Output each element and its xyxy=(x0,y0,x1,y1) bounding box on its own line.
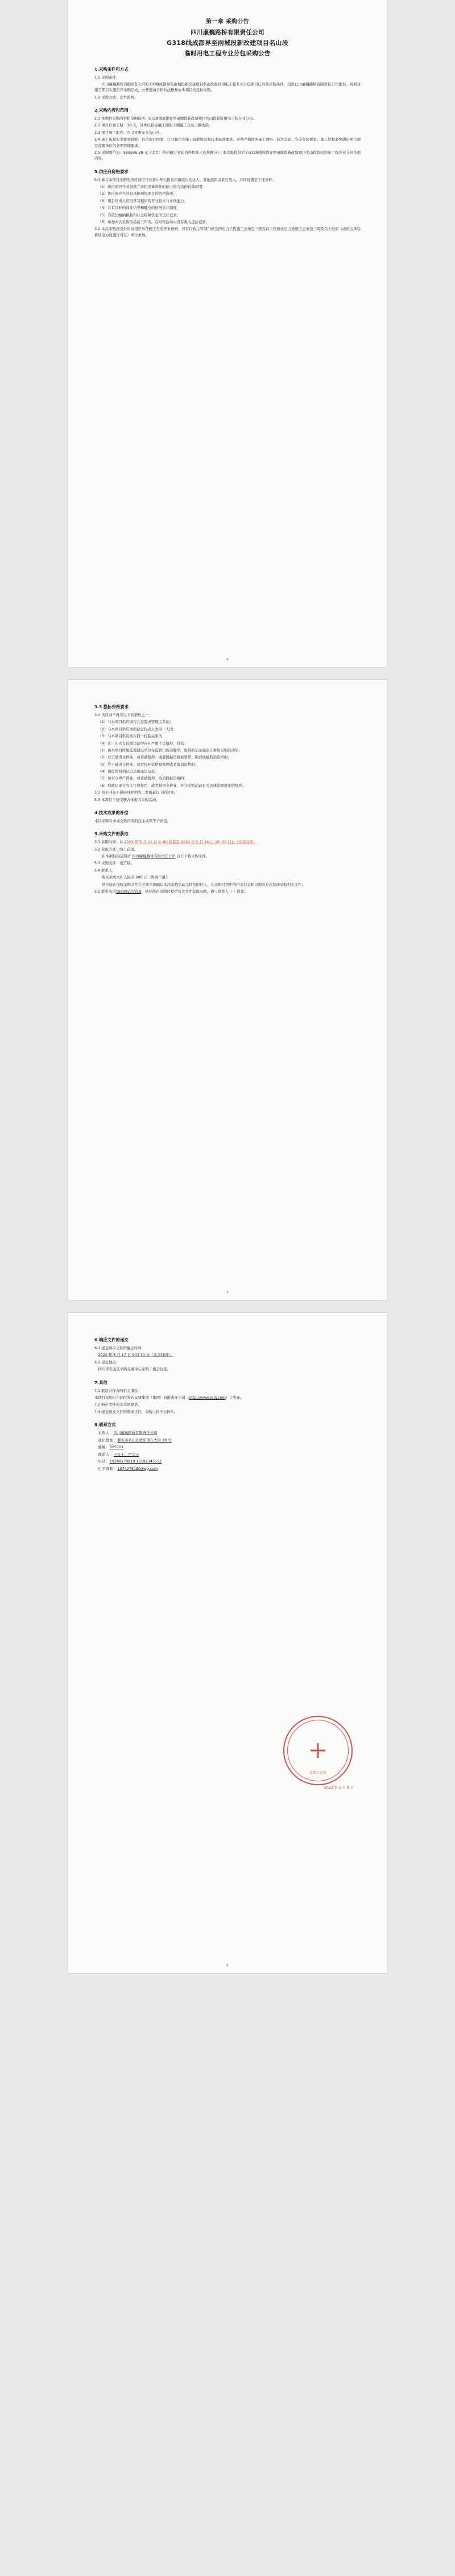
section-3-item-3: （3）项目负责人应当具有相应的专业技术与业绩能力； xyxy=(98,198,188,203)
section-2-paragraph-2: 2.2 项目计划工期：30 天，具体以招标确工期的工期施工日历天数为准。 xyxy=(94,123,213,128)
seal-date: 2022 年 5 月 9 日 xyxy=(324,1786,354,1790)
page2-paragraph-b: 3.3 本项目不接受联合体报名采购活动。 xyxy=(94,797,160,802)
section-6-paragraph-1: 6.1 递交响应文件的截止时间： xyxy=(94,1346,145,1350)
section-3-item-4: （4）具有良好的商业信誉和健全的财务会计制度； xyxy=(98,206,181,211)
contact-row-address xyxy=(94,1437,361,1444)
section-7-paragraph-2 xyxy=(94,1395,361,1400)
publish-suffix: ）上发布。 xyxy=(225,1395,244,1400)
contact-phone-suffix: ，供应商在采购过程中有关文件获取问题，请与联系人（ ）联系。 xyxy=(141,889,248,894)
section-3-paragraph-1: 3.1 参与本项目采购的供应商应当具备中华人民共和国境内的法人、其他组织或者自然人，并同时满足下述条件； xyxy=(94,177,276,182)
contact-label-phone: 电话： xyxy=(98,1459,110,1464)
section-1-sub-2: 1.2 采购方式：竞争谈判。 xyxy=(94,95,138,100)
contact-row-phone xyxy=(94,1458,361,1465)
contact-phone-number: 18398270819 xyxy=(115,889,142,894)
contact-value-phone: 19398270819 15181345552 xyxy=(109,1459,162,1464)
section-3-item-5: （5）有依法缴纳税收和社会保障资金的良好记录； xyxy=(98,212,181,217)
section-2-paragraph-4: 2.4 施工质量安全要求验收：符合现行国家、行业和企业施工验收规范和技术标准要求，必须严格按照施工图纸、技术交底、安全交底要求，施工过程必须满足项目部及监理单位的各项管理要求。 xyxy=(94,137,361,148)
section-5-paragraph-1 xyxy=(94,839,361,845)
section-2-paragraph-3: 2.3 项目施工地点：四川省雅安市名山区。 xyxy=(94,130,163,135)
page2-item-9: （5）被责令停产停业，或者被暂停、取消投标资格的； xyxy=(98,776,188,781)
section-5-paragraph-4: 5.3 采购文件：电子版。 xyxy=(94,861,134,866)
title-line-2: 四川廉巍路桥有限责任公司 xyxy=(191,28,264,36)
section-heading-8: 8.联系方式 xyxy=(94,1422,116,1427)
page-1 xyxy=(68,0,387,667)
page-title xyxy=(94,17,361,59)
contact-value-postcode: 625701 xyxy=(109,1445,124,1450)
contact-label-address: 通讯地址： xyxy=(98,1437,118,1443)
contact-value-address: 雅安市名山区蒙阳镇东大街 28 号 xyxy=(117,1437,172,1443)
section-5-paragraph-7 xyxy=(94,889,361,894)
获取时间-value: 2022 年 5 月 11 日 9: 00 时起至 2022 年 5 月 16 日 18: 00 时止（北京时间） xyxy=(124,840,257,845)
page2-item-5: （1）被本项目所属监理建设单位在监管门诉出警等，取得的记录确定人参加采购活动的； xyxy=(98,747,242,753)
section-heading-6: 6.响应文件的递交 xyxy=(94,1337,129,1342)
download-prefix: 在本项目指定网站 xyxy=(101,854,132,858)
section-3-item-6: （6）参加本次采购活动前三年内，在经营活动中没有重大违法记录； xyxy=(98,219,210,224)
section-heading-7: 7.其他 xyxy=(94,1379,107,1385)
publish-prefix: 本项目采购公告同时发布交建集团（集团）有限责任公司（ xyxy=(94,1395,189,1400)
section-7-paragraph-4: 7.3 递交递交文件的需求文件、采购人将予以核实。 xyxy=(94,1409,178,1414)
section-3-paragraph-2: 3.2 本次采购接受供应商相应具备施工类的专业资格，具有行政主管部门核发的电力工程施工总承包三级及以上资质或电力设施工总承包三级及以上资质（或相关承装修试电力设施许可证）单位参加。 xyxy=(94,227,361,237)
official-seal-stamp xyxy=(283,1716,353,1785)
page2-item-6: （2）处于被责令停业，或者被暂停、或者投标资格被暂停、取消或被取消资格的； xyxy=(98,755,231,760)
section-heading-3-3: 3.3 投标资格要求 xyxy=(94,704,129,709)
download-site-link[interactable]: 四川廉巍路桥有限责任公司 xyxy=(131,854,176,858)
section-3-item-1: （1）供应商应当具备独立承担民事责任的能力的合法的有效证明； xyxy=(98,184,206,189)
page2-item-3: （3）与本项目供应商在同一控制关系的； xyxy=(98,734,166,739)
contact-block xyxy=(94,1430,361,1472)
page2-item-4: （4）近三年内有较重违法中存在严重不良情形，包括： xyxy=(98,741,188,746)
page-3 xyxy=(68,1313,387,1973)
title-line-1: 第一章 采购公告 xyxy=(206,19,249,25)
section-1-sub-1: 1.1 采购条件 xyxy=(94,75,116,80)
section-5-paragraph-6: 供应商在接收采购文件后必须立即确认本次采购活动文件及附件人，在采购过程中的相关信息和以现有方式发送采购相关文件； xyxy=(101,882,305,887)
section-6-location: 四川省名山区采购交易中心采购二楼会议室。 xyxy=(98,1367,171,1372)
contact-label-email: 电子邮箱： xyxy=(98,1466,118,1471)
contact-label-person: 联系人： xyxy=(98,1452,114,1457)
page-number-2: 5 xyxy=(226,1291,229,1295)
contact-row-purchaser xyxy=(94,1430,361,1437)
contact-row-postcode xyxy=(94,1444,361,1451)
section-5-paragraph-5b: 购买采购文件人民币 200 元（售后不退）。 xyxy=(101,875,171,880)
contact-label-postcode: 邮编： xyxy=(98,1445,110,1450)
submission-deadline: 2022 年 5 月 17 日 9 时 30 分（北京时间）。 xyxy=(98,1353,173,1358)
contact-row-person xyxy=(94,1452,361,1458)
section-5-paragraph-2: 5.2 获取方式：网上获取。 xyxy=(94,847,138,852)
contact-row-email xyxy=(94,1466,361,1473)
section-3-item-2: （2）供应商应当具有承担现场项目的资格资质； xyxy=(98,191,177,196)
section-2-paragraph-5: 2.5 采购限价为：580636.38 元（大写：伍拾捌万零陆佰叁拾陆元叁角捌分）；本次报价包括了G318线成都界至雨城段新改建项目名山段临时用电工程专业分包全部内容。 xyxy=(94,150,361,161)
publish-website-link[interactable]: http://www.scjlj.com xyxy=(189,1395,226,1400)
page2-item-10: （6）财政记录在有关行政处罚、或者被责令停业，并在采购活动有关法律法规规定的情形； xyxy=(98,783,246,788)
page2-paragraph-a: 3.3 初步同意不得同时并列为二类质量以下的对象； xyxy=(94,790,178,795)
contact-phone-prefix: 5.5 联系电话 xyxy=(94,889,116,894)
title-line-3: G318线成都界至雨城段新改建项目名山段 xyxy=(167,39,288,47)
seal-bottom-text: 采购专用章 xyxy=(309,1771,326,1775)
section-1-paragraph-1: 四川廉巍路桥有限责任公司G318线成都界至雨城段新改建项目名山段临时用电工程专业分包项目已具备采购条件，投资已由廉巍路桥有限责任公司批准，现对该施工项目实施公开采购活动，公开邀请合格的法格参加本项目的投标采购。 xyxy=(94,81,361,93)
page-2 xyxy=(68,680,387,1300)
section-heading-5: 5.采购文件的获取 xyxy=(94,831,129,837)
title-line-4: 临时用电工程专业分包采购公告 xyxy=(184,50,271,57)
section-4-paragraph-1: 本次采购对本成交供应商的技术成果不予补偿。 xyxy=(94,818,171,823)
page2-item-2: （2）与本项目供应商的法定代表人为同一人的； xyxy=(98,726,177,732)
section-5-paragraph-5: 5.4 联系人： xyxy=(94,868,116,873)
section-heading-2: 2.采购内容和范围 xyxy=(94,108,129,113)
section-7-paragraph-1: 7.1 联络合作方的相关事宜： xyxy=(94,1388,142,1393)
section-heading-3: 3.供应商资格要求 xyxy=(94,169,129,174)
page2-item-7: （3）处于被责令停业，或者投标资格被暂停或者取消资格的； xyxy=(98,762,199,767)
page-number-3: 6 xyxy=(226,1964,229,1967)
获取时间-label: 5.1 获取时间：从 xyxy=(94,840,125,845)
section-2-paragraph-1: 2.1 本项目采购内容和范围包括：G318线成都界至雨城段新改建项目名山段临时用电工程专业分包。 xyxy=(94,116,257,121)
page-number-1: 4 xyxy=(226,658,229,662)
page2-item-8: （4）被监管机构认定其他违法信息； xyxy=(98,769,159,774)
section-7-paragraph-3: 7.2 响应文件递交受理要求。 xyxy=(94,1402,142,1407)
contact-value-purchaser: 四川廉巍路桥有限责任公司 xyxy=(113,1431,158,1435)
section-heading-4: 4.技术成果的补偿 xyxy=(94,810,129,815)
download-suffix: 自行下载采购文件。 xyxy=(175,854,210,858)
section-heading-1: 1.采购条件和方式 xyxy=(94,66,129,72)
page2-item-0: 3.2 供应商不得有以下的情形之一： xyxy=(94,713,152,717)
contact-value-email[interactable]: 1874275230@qq.com xyxy=(117,1466,158,1471)
page2-item-1: （1）与本项目供应商存在控股或管理关系的； xyxy=(98,720,173,725)
section-6-paragraph-2: 6.2 递交地点： xyxy=(94,1359,120,1365)
section-5-paragraph-3 xyxy=(94,853,361,859)
contact-label-purchaser: 采购人： xyxy=(98,1431,114,1435)
contact-value-person: 王女士、严女士 xyxy=(113,1452,139,1457)
page-bottom-spacer xyxy=(0,1986,455,2521)
